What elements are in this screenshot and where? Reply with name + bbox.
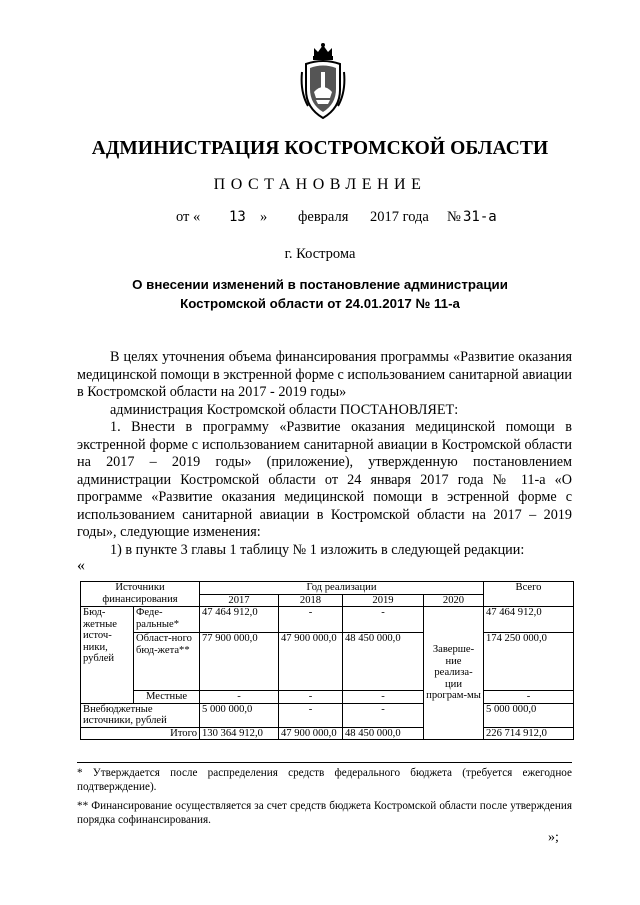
local-label: Местные bbox=[134, 691, 200, 704]
federal-2017: 47 464 912,0 bbox=[200, 607, 279, 633]
footnote-divider bbox=[77, 762, 572, 763]
date-year: 2017 года bbox=[370, 209, 429, 225]
year-2020-note: Заверше-ние реализа-ции програм-мы bbox=[424, 607, 484, 740]
local-2019: - bbox=[343, 691, 424, 704]
federal-total: 47 464 912,0 bbox=[484, 607, 574, 633]
paragraph-resolves: администрация Костромской области ПОСТАНОВЛЯЕТ: bbox=[110, 401, 459, 418]
footnote-1: * Утверждается после распределения средств федерального бюджета (требуется ежегодное подтверждение). bbox=[77, 767, 572, 793]
federal-2019: - bbox=[343, 607, 424, 633]
totals-2017: 130 364 912,0 bbox=[200, 727, 279, 740]
header-year-2018: 2018 bbox=[279, 594, 343, 607]
federal-label: Феде-ральные* bbox=[134, 607, 200, 633]
date-day: 13 bbox=[229, 209, 246, 225]
document-subject bbox=[80, 275, 560, 313]
coat-of-arms-emblem bbox=[300, 42, 346, 124]
date-prefix: от « bbox=[176, 209, 201, 225]
totals-2018: 47 900 000,0 bbox=[279, 727, 343, 740]
subject-line-2: Костромской области от 24.01.2017 № 11-а bbox=[180, 296, 460, 311]
document-number: 31-а bbox=[463, 209, 497, 225]
extra-2017: 5 000 000,0 bbox=[200, 703, 279, 727]
date-month: февраля bbox=[298, 209, 349, 225]
extra-budget-label: Внебюджетные источники, рублей bbox=[81, 703, 200, 727]
regional-label: Област-ного бюд-жета** bbox=[134, 633, 200, 691]
totals-2019: 48 450 000,0 bbox=[343, 727, 424, 740]
date-close-quote: » bbox=[260, 209, 268, 225]
header-year-2019: 2019 bbox=[343, 594, 424, 607]
paragraph-purpose: В целях уточнения объема финансирования программы «Развитие оказания медицинской помощи в экстренной форме с использованием санитарной авиации в Костромской области на 2017 - 2019 годы» bbox=[77, 349, 572, 400]
financing-table bbox=[80, 581, 574, 740]
header-sources: Источники финансирования bbox=[81, 582, 200, 607]
paragraph-item-1: 1. Внести в программу «Развитие оказания медицинской помощи в экстренной форме с использованием санитарной авиации в Костромской области на 2017 – 2019 годы» (приложение), утвержденную постановлением администрации Костромской области от 24 января 2017 года № 11-а «О программе «Развитие оказания медицинской помощи в эстренной форме с использованием санитарной авиации в Костромской области на 2017 – 2019 годы», следующие изменения: bbox=[77, 419, 572, 540]
regional-total: 174 250 000,0 bbox=[484, 633, 574, 691]
extra-2018: - bbox=[279, 703, 343, 727]
footnotes bbox=[77, 766, 572, 832]
header-year: Год реализации bbox=[200, 582, 484, 595]
city: г. Кострома bbox=[284, 246, 356, 262]
extra-2019: - bbox=[343, 703, 424, 727]
number-sign: № bbox=[447, 209, 461, 225]
subject-line-1: О внесении изменений в постановление администрации bbox=[132, 277, 508, 292]
document-type: ПОСТАНОВЛЕНИЕ bbox=[213, 176, 427, 193]
close-quote: »; bbox=[548, 830, 559, 845]
extra-total: 5 000 000,0 bbox=[484, 703, 574, 727]
footnote-2: ** Финансирование осуществляется за счет средств бюджета Костромской области после утверждения порядка софинансирования. bbox=[77, 800, 572, 826]
header-year-2020: 2020 bbox=[424, 594, 484, 607]
regional-2017: 77 900 000,0 bbox=[200, 633, 279, 691]
local-total: - bbox=[484, 691, 574, 704]
federal-2018: - bbox=[279, 607, 343, 633]
regional-2018: 47 900 000,0 bbox=[279, 633, 343, 691]
open-quote: « bbox=[77, 557, 85, 574]
local-2017: - bbox=[200, 691, 279, 704]
regional-2019: 48 450 000,0 bbox=[343, 633, 424, 691]
local-2018: - bbox=[279, 691, 343, 704]
header-year-2017: 2017 bbox=[200, 594, 279, 607]
totals-total: 226 714 912,0 bbox=[484, 727, 574, 740]
header-total: Всего bbox=[484, 582, 574, 607]
document-body bbox=[77, 349, 572, 559]
paragraph-item-1-1: 1) в пункте 3 главы 1 таблицу № 1 изложить в следующей редакции: bbox=[110, 541, 525, 558]
budget-sources-label: Бюд-жетные источ-ники, рублей bbox=[81, 607, 134, 704]
totals-label: Итого bbox=[81, 727, 200, 740]
organization-title: АДМИНИСТРАЦИЯ КОСТРОМСКОЙ ОБЛАСТИ bbox=[91, 138, 549, 159]
